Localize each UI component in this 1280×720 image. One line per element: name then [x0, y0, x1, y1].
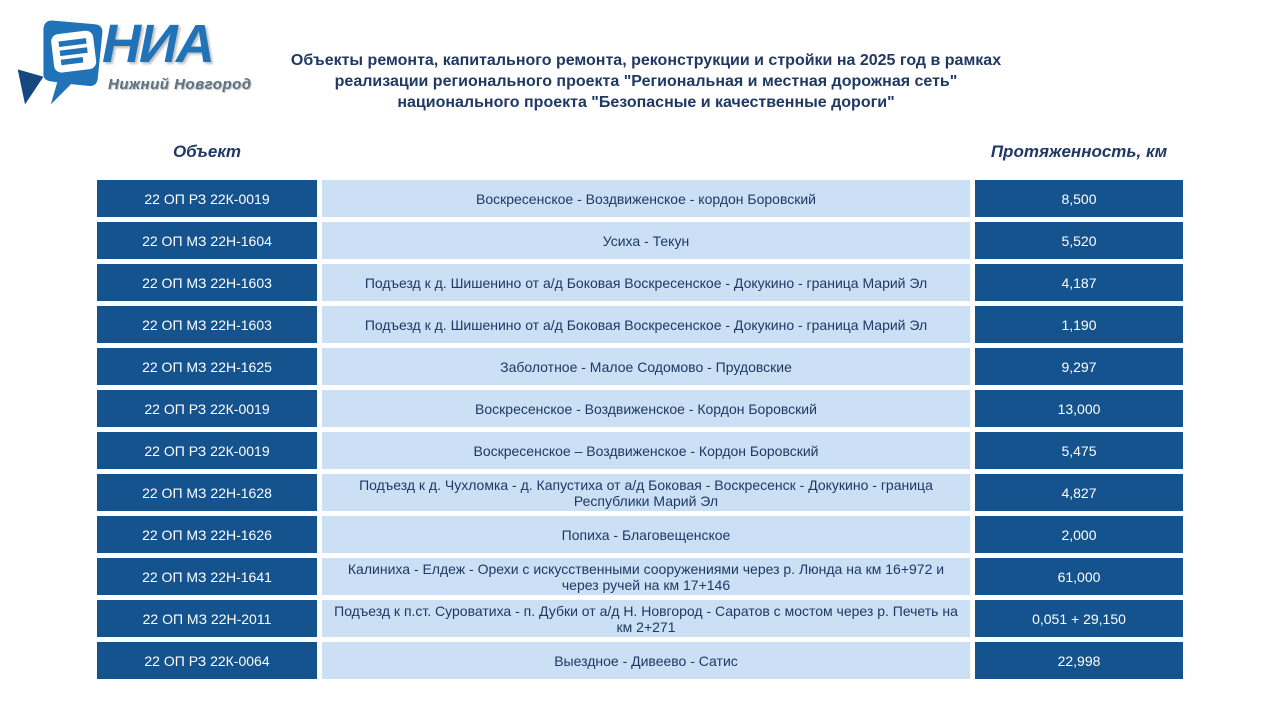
road-name-cell: Воскресенское - Воздвиженское - кордон Боровский: [322, 180, 970, 217]
speech-bubble-document-icon: [14, 12, 106, 112]
road-length-cell: 4,187: [975, 264, 1183, 301]
road-length-cell: 9,297: [975, 348, 1183, 385]
road-code-cell: 22 ОП РЗ 22К-0019: [97, 180, 317, 217]
roads-table: [97, 180, 1183, 679]
road-name-cell: Усиха - Текун: [322, 222, 970, 259]
logo-subtitle: Нижний Новгород: [108, 75, 252, 93]
road-length-cell: 61,000: [975, 558, 1183, 595]
road-name-cell: Подъезд к д. Шишенино от а/д Боковая Воскресенское - Докукино - граница Марий Эл: [322, 306, 970, 343]
road-code-cell: 22 ОП МЗ 22Н-1603: [97, 306, 317, 343]
road-length-cell: 8,500: [975, 180, 1183, 217]
road-name-cell: Выездное - Дивеево - Сатис: [322, 642, 970, 679]
road-length-cell: 5,520: [975, 222, 1183, 259]
logo-acronym: НИА: [102, 14, 213, 74]
road-length-cell: 1,190: [975, 306, 1183, 343]
road-length-cell: 13,000: [975, 390, 1183, 427]
road-code-cell: 22 ОП МЗ 22Н-2011: [97, 600, 317, 637]
road-length-cell: 22,998: [975, 642, 1183, 679]
road-code-cell: 22 ОП МЗ 22Н-1641: [97, 558, 317, 595]
logo-text: [102, 12, 252, 93]
nia-logo: [14, 12, 252, 112]
road-code-cell: 22 ОП МЗ 22Н-1626: [97, 516, 317, 553]
page-title: Объекты ремонта, капитального ремонта, реконструкции и стройки на 2025 год в рамках реализации регионального проекта "Региональная и местная дорожная сеть" национального проекта "Безопасные и качественные дороги": [290, 52, 1002, 111]
road-length-cell: 5,475: [975, 432, 1183, 469]
road-code-cell: 22 ОП МЗ 22Н-1603: [97, 264, 317, 301]
road-length-cell: 4,827: [975, 474, 1183, 511]
road-length-cell: 0,051 + 29,150: [975, 600, 1183, 637]
road-code-cell: 22 ОП МЗ 22Н-1628: [97, 474, 317, 511]
road-code-cell: 22 ОП МЗ 22Н-1625: [97, 348, 317, 385]
road-code-cell: 22 ОП РЗ 22К-0019: [97, 390, 317, 427]
table-column-headers: [97, 142, 1183, 162]
road-name-cell: Заболотное - Малое Содомово - Прудовские: [322, 348, 970, 385]
road-code-cell: 22 ОП МЗ 22Н-1604: [97, 222, 317, 259]
road-name-cell: Воскресенское - Воздвиженское - Кордон Боровский: [322, 390, 970, 427]
column-header-length: Протяженность, км: [990, 142, 1168, 161]
road-code-cell: 22 ОП РЗ 22К-0064: [97, 642, 317, 679]
road-name-cell: Калиниха - Елдеж - Орехи с искусственными сооружениями через р. Люнда на км 16+972 и через ручей на км 17+146: [322, 558, 970, 595]
road-code-cell: 22 ОП РЗ 22К-0019: [97, 432, 317, 469]
column-header-object: Объект: [172, 142, 242, 161]
road-name-cell: Подъезд к д. Чухломка - д. Капустиха от а/д Боковая - Воскресенск - Докукино - граница Республики Марий Эл: [322, 474, 970, 511]
road-name-cell: Воскресенское – Воздвиженское - Кордон Боровский: [322, 432, 970, 469]
road-name-cell: Подъезд к п.ст. Суроватиха - п. Дубки от а/д Н. Новгород - Саратов с мостом через р. Печеть на км 2+271: [322, 600, 970, 637]
road-name-cell: Подъезд к д. Шишенино от а/д Боковая Воскресенское - Докукино - граница Марий Эл: [322, 264, 970, 301]
road-length-cell: 2,000: [975, 516, 1183, 553]
road-name-cell: Попиха - Благовещенское: [322, 516, 970, 553]
